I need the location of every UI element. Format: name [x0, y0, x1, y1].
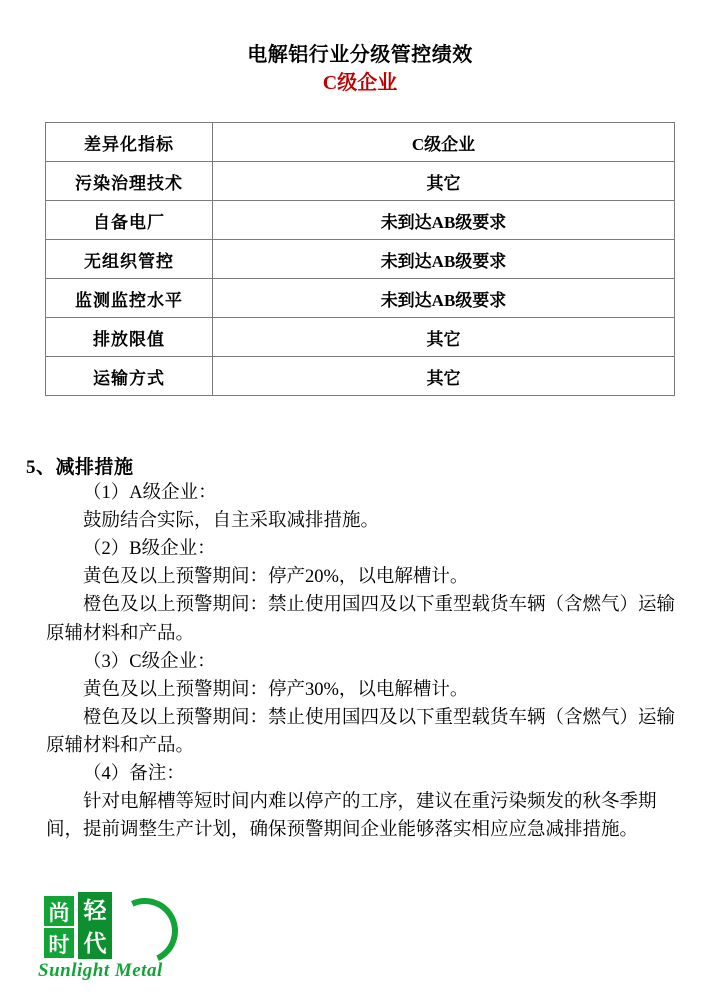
table-cell-label: 无组织管控 [46, 240, 213, 279]
table-header-cell-grade: C级企业 [213, 123, 675, 162]
page-subtitle: C级企业 [322, 72, 398, 94]
table-cell-value: 其它 [213, 318, 675, 357]
table-header-row [46, 123, 675, 162]
table-row [46, 318, 675, 357]
paragraph: 橙色及以上预警期间：禁止使用国四及以下重型载货车辆（含燃气）运输原辅材料和产品。 [46, 595, 676, 644]
paragraph: 黄色及以上预警期间：停产30%，以电解槽计。 [83, 679, 469, 700]
table-header-cell-indicator: 差异化指标 [46, 123, 213, 162]
paragraph: （2）B级企业： [83, 539, 216, 560]
logo-wordmark: Sunlight Metal [38, 960, 163, 981]
document-page [0, 42, 720, 1002]
section-body [46, 479, 678, 844]
logo-char-4: 代 [78, 925, 112, 959]
table-cell-value: 未到达AB级要求 [213, 279, 675, 318]
table-cell-label: 排放限值 [46, 318, 213, 357]
table-cell-label: 污染治理技术 [46, 162, 213, 201]
paragraph: 橙色及以上预警期间：禁止使用国四及以下重型载货车辆（含燃气）运输原辅材料和产品。 [46, 707, 676, 756]
logo-char-1: 尚 [44, 896, 74, 926]
company-logo [38, 892, 198, 984]
paragraph: 黄色及以上预警期间：停产20%，以电解槽计。 [83, 567, 469, 588]
paragraph: 针对电解槽等短时间内难以停产的工序，建议在重污染频发的秋冬季期间，提前调整生产计划，确保预警期间企业能够落实相应应急减排措施。 [46, 792, 657, 841]
title-block [0, 42, 720, 96]
table-cell-value: 其它 [213, 162, 675, 201]
table-row [46, 357, 675, 396]
table-cell-value: 未到达AB级要求 [213, 201, 675, 240]
table-row [46, 162, 675, 201]
paragraph: 鼓励结合实际，自主采取减排措施。 [83, 511, 380, 532]
page-title: 电解铝行业分级管控绩效 [247, 44, 473, 66]
paragraph: （3）C级企业： [83, 651, 216, 672]
grade-performance-table [45, 122, 675, 396]
table-row [46, 240, 675, 279]
paragraph: （4）备注： [83, 764, 185, 785]
table-cell-label: 运输方式 [46, 357, 213, 396]
logo-char-2: 轻 [78, 892, 112, 926]
logo-mark [38, 892, 188, 957]
table-row [46, 279, 675, 318]
paragraph: （1）A级企业： [83, 483, 217, 503]
logo-char-3: 时 [44, 928, 74, 958]
section-heading: 5、减排措施 [26, 457, 134, 478]
table-row [46, 201, 675, 240]
table-cell-value: 其它 [213, 357, 675, 396]
table-cell-label: 自备电厂 [46, 201, 213, 240]
table-cell-label: 监测监控水平 [46, 279, 213, 318]
table-cell-value: 未到达AB级要求 [213, 240, 675, 279]
